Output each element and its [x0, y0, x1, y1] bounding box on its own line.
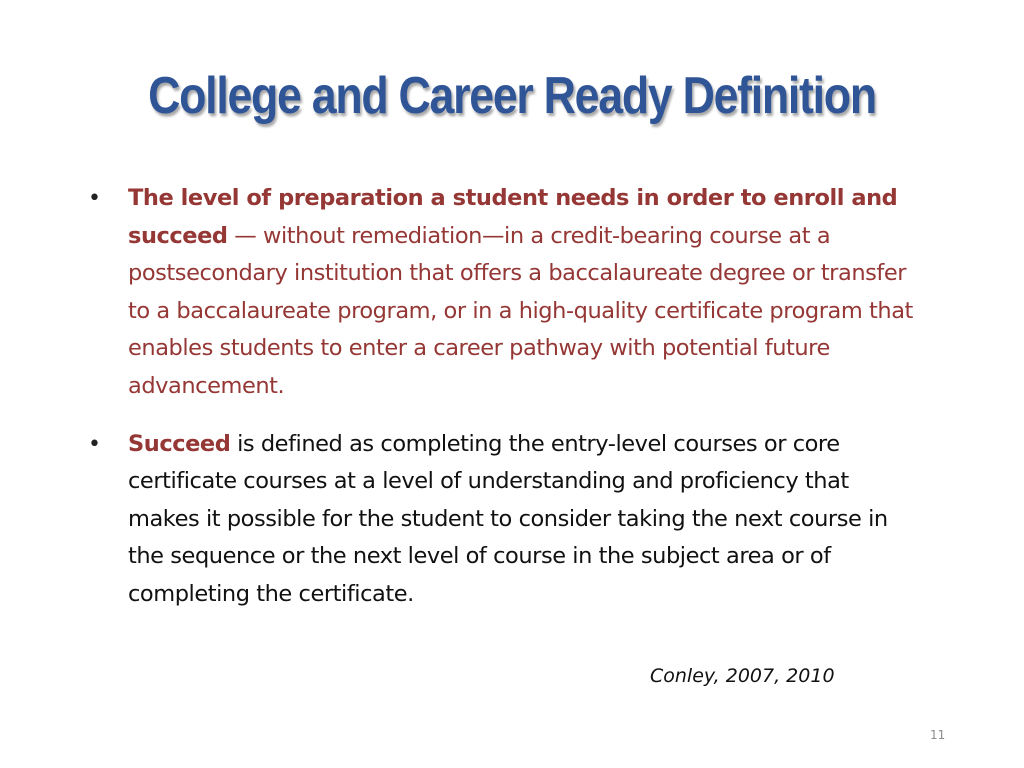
bullet-list	[88, 180, 918, 614]
citation: Conley, 2007, 2010	[650, 665, 835, 687]
succeed-body-text: is defined as completing the entry-level courses or core certificate courses at a level of understanding and proficiency that makes it possible for the student to consider taking the next course in the sequence or the next level of course in the subject area or of completing the certificate.	[128, 430, 888, 607]
bullet-item-definition	[88, 180, 918, 406]
bullet-icon: •	[88, 431, 101, 457]
bullet-item-succeed	[88, 426, 918, 614]
definition-lead-text: The level of preparation a student needs in order to enroll and succeed	[128, 185, 898, 249]
slide-number: 11	[930, 728, 946, 742]
definition-body-text: — without remediation—in a credit-bearing course at a postsecondary institution that offers a baccalaureate degree or transfer to a baccalaureate program, or in a high-quality certificate program that enables students to enter a career pathway with potential future advancement.	[128, 222, 913, 399]
succeed-lead-text: Succeed	[128, 430, 231, 457]
bullet-icon: •	[88, 186, 101, 211]
slide-title: College and Career Ready Definition	[148, 67, 876, 125]
